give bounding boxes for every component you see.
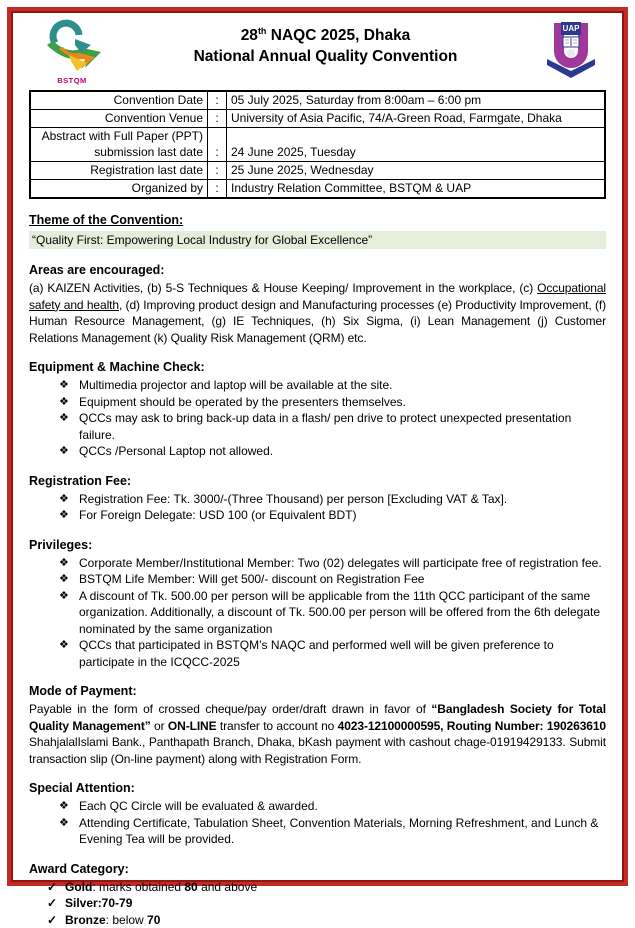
text-segment: Occupational safety and health	[29, 281, 606, 312]
theme-quote: “Quality First: Empowering Local Industry for Global Excellence”	[29, 231, 606, 249]
areas-heading: Areas are encouraged:	[29, 262, 606, 279]
list-item-text	[65, 879, 606, 896]
bullet-icon: ❖	[59, 491, 79, 508]
info-table-cell-sep: :	[208, 128, 227, 162]
text-segment: Gold	[65, 880, 92, 894]
list-item	[59, 443, 606, 460]
bullet-icon: ❖	[59, 394, 79, 411]
list-item-text	[65, 895, 606, 912]
list-item-text	[65, 912, 606, 928]
text-segment: (a) KAIZEN Activities, (b) 5-S Techniques & House Keeping/ Improvement in the workplace, (c)	[29, 281, 537, 295]
section-special-attention	[29, 780, 606, 848]
bullet-icon: ❖	[59, 571, 79, 588]
special-attention-heading: Special Attention:	[29, 780, 606, 797]
info-table	[29, 90, 606, 199]
text-segment: transfer to account no	[217, 719, 338, 733]
registration-fee-heading: Registration Fee:	[29, 473, 606, 490]
list-item	[59, 507, 606, 524]
bullet-icon: ❖	[59, 588, 79, 638]
special-attention-bullet-list	[29, 798, 606, 848]
info-table-body	[30, 91, 605, 198]
list-item-text: BSTQM Life Member: Will get 500/- discount on Registration Fee	[79, 571, 606, 588]
list-item	[59, 588, 606, 638]
list-item	[47, 912, 606, 928]
text-segment: 70	[147, 913, 160, 927]
award-category-check-list	[29, 879, 606, 928]
list-item-text: Equipment should be operated by the presenters themselves.	[79, 394, 606, 411]
flyer-red-frame	[7, 7, 628, 886]
section-privileges	[29, 537, 606, 671]
title-line-2: National Annual Quality Convention	[115, 47, 536, 67]
info-table-cell-lbl: Registration last date	[30, 162, 208, 180]
list-item-text: Registration Fee: Tk. 3000/-(Three Thousand) per person [Excluding VAT & Tax].	[79, 491, 606, 508]
bullet-icon: ❖	[59, 637, 79, 670]
section-equipment	[29, 359, 606, 460]
payment-paragraph	[29, 701, 606, 767]
list-item	[59, 637, 606, 670]
info-table-cell-val: 25 June 2025, Wednesday	[227, 162, 606, 180]
info-table-row	[30, 162, 605, 180]
list-item	[47, 879, 606, 896]
equipment-bullet-list	[29, 377, 606, 460]
list-item-text: For Foreign Delegate: USD 100 (or Equivalent BDT)	[79, 507, 606, 524]
bstqm-logo	[29, 19, 115, 85]
section-theme	[29, 212, 606, 249]
info-table-cell-sep: :	[208, 91, 227, 110]
list-item-text: QCCs may ask to bring back-up data in a flash/ pen drive to protect unexpected presentation failure.	[79, 410, 606, 443]
page-title	[115, 19, 536, 67]
privileges-bullet-list	[29, 555, 606, 671]
info-table-cell-lbl: Abstract with Full Paper (PPT) submission last date	[30, 128, 208, 162]
text-segment: : marks obtained	[92, 880, 184, 894]
list-item	[59, 815, 606, 848]
text-segment: 4023-12100000595,	[338, 719, 444, 733]
list-item	[59, 410, 606, 443]
list-item-text: A discount of Tk. 500.00 per person will be applicable from the 11th QCC participant of the same organization. Additionally, a discount of Tk. 500.00 per person will be offered from the 6th delegate nominated by the same organization	[79, 588, 606, 638]
info-table-cell-sep: :	[208, 180, 227, 199]
info-table-row	[30, 128, 605, 162]
info-table-cell-lbl: Organized by	[30, 180, 208, 199]
svg-text:UAP: UAP	[563, 24, 581, 33]
info-table-cell-sep: :	[208, 162, 227, 180]
payment-heading: Mode of Payment:	[29, 683, 606, 700]
award-category-heading: Award Category:	[29, 861, 606, 878]
list-item	[47, 895, 606, 912]
bullet-icon: ❖	[59, 443, 79, 460]
info-table-cell-lbl: Convention Date	[30, 91, 208, 110]
text-segment: ON-LINE	[168, 719, 217, 733]
text-segment: , (d) Improving product design and Manufacturing processes (e) Productivity Improvement, (f) Human Resource Management, (g) IE Techniques, (h) Six Sigma, (i) Lean Management (j) Customer Relations Management (k) Quality Risk Management (QRM) etc.	[29, 298, 606, 345]
list-item	[59, 555, 606, 572]
info-table-row	[30, 91, 605, 110]
title-line-1: 28th NAQC 2025, Dhaka	[115, 26, 536, 47]
list-item	[59, 394, 606, 411]
bullet-icon: ❖	[59, 798, 79, 815]
text-segment: “Bangladesh Society for Total Quality Management”	[29, 702, 606, 733]
info-table-cell-sep: :	[208, 110, 227, 128]
check-icon: ✓	[47, 879, 65, 896]
list-item-text: QCCs that participated in BSTQM’s NAQC and performed well will be given preference to participate in the ICQCC-2025	[79, 637, 606, 670]
areas-paragraph	[29, 280, 606, 346]
uap-crest-icon	[544, 66, 598, 83]
text-segment: Bronze	[65, 913, 106, 927]
registration-fee-bullet-list	[29, 491, 606, 524]
info-table-row	[30, 180, 605, 199]
uap-logo	[536, 19, 606, 84]
bstqm-logo-caption: BSTQM	[29, 76, 115, 85]
bullet-icon: ❖	[59, 507, 79, 524]
bullet-icon: ❖	[59, 410, 79, 443]
text-segment: Payable in the form of crossed cheque/pay order/draft drawn in favor of	[29, 702, 431, 716]
theme-heading: Theme of the Convention:	[29, 212, 606, 229]
text-segment: : below	[106, 913, 147, 927]
info-table-cell-val: Industry Relation Committee, BSTQM & UAP	[227, 180, 606, 199]
section-award-category	[29, 861, 606, 928]
list-item	[59, 491, 606, 508]
info-table-cell-lbl: Convention Venue	[30, 110, 208, 128]
text-segment: Routing Number: 190263610	[447, 719, 606, 733]
list-item-text: Corporate Member/Institutional Member: Two (02) delegates will participate free of registration fee.	[79, 555, 606, 572]
check-icon: ✓	[47, 895, 65, 912]
text-segment: and above	[198, 880, 257, 894]
text-segment: or	[151, 719, 168, 733]
text-segment: Silver:70-79	[65, 896, 132, 910]
info-table-row	[30, 110, 605, 128]
section-registration-fee	[29, 473, 606, 524]
bullet-icon: ❖	[59, 377, 79, 394]
info-table-cell-val: University of Asia Pacific, 74/A-Green Road, Farmgate, Dhaka	[227, 110, 606, 128]
bstqm-swirl-icon	[41, 60, 103, 77]
bullet-icon: ❖	[59, 555, 79, 572]
header	[29, 19, 606, 85]
list-item	[59, 798, 606, 815]
list-item	[59, 571, 606, 588]
list-item-text: Attending Certificate, Tabulation Sheet, Convention Materials, Morning Refreshment, and Lunch & Evening Tea will be provided.	[79, 815, 606, 848]
text-segment: 80	[184, 880, 197, 894]
info-table-cell-val: 24 June 2025, Tuesday	[227, 128, 606, 162]
list-item-text: Each QC Circle will be evaluated & awarded.	[79, 798, 606, 815]
section-payment	[29, 683, 606, 767]
section-areas	[29, 262, 606, 346]
text-segment: ShahjalalIslami Bank., Panthapath Branch, Dhaka, bKash payment with cashout chage-01919429133. Submit transaction slip (On-line payment) along with Registration Form.	[29, 735, 606, 766]
check-icon: ✓	[47, 912, 65, 928]
privileges-heading: Privileges:	[29, 537, 606, 554]
list-item-text: Multimedia projector and laptop will be available at the site.	[79, 377, 606, 394]
list-item	[59, 377, 606, 394]
bullet-icon: ❖	[59, 815, 79, 848]
info-table-cell-val: 05 July 2025, Saturday from 8:00am – 6:00 pm	[227, 91, 606, 110]
list-item-text: QCCs /Personal Laptop not allowed.	[79, 443, 606, 460]
equipment-heading: Equipment & Machine Check:	[29, 359, 606, 376]
